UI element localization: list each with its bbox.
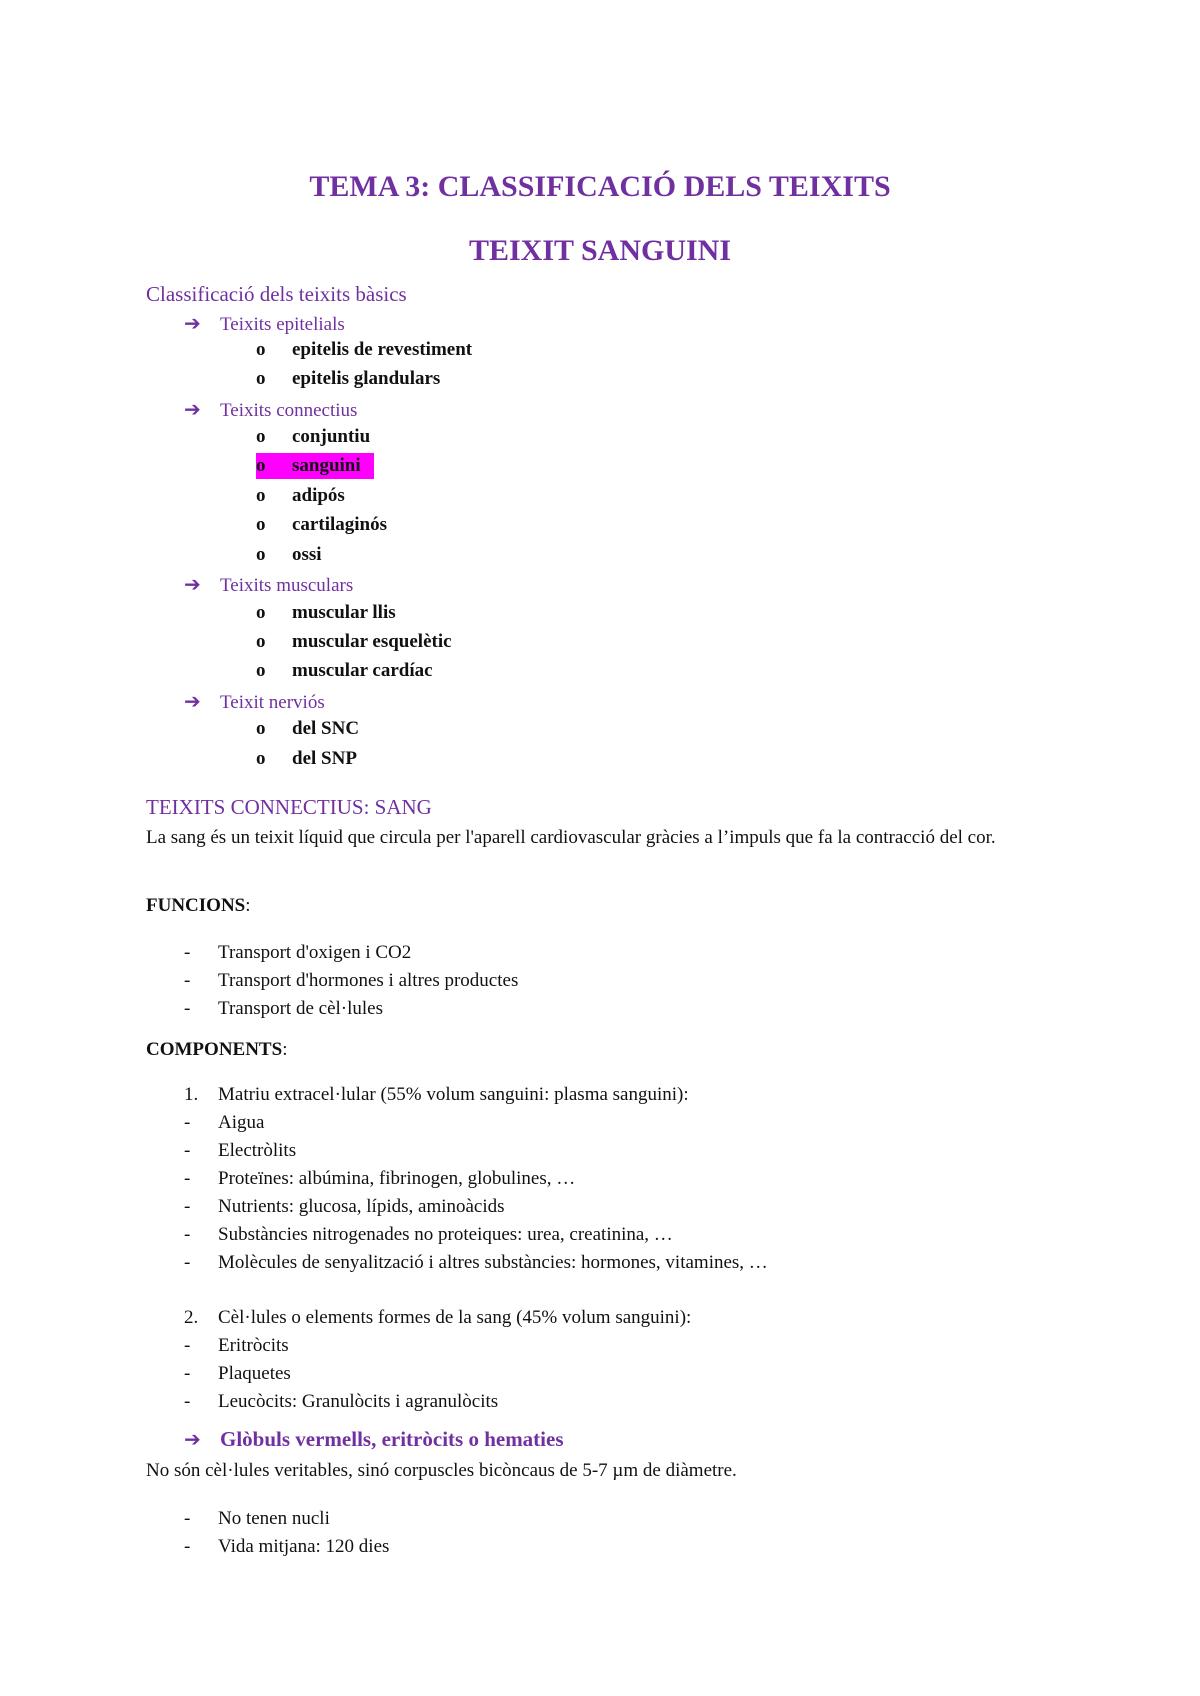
bullet-icon: o bbox=[256, 426, 266, 447]
dash-bullet: - bbox=[184, 1391, 191, 1412]
list-item bbox=[256, 453, 374, 479]
list-item bbox=[184, 1389, 498, 1415]
list-item-label: conjuntiu bbox=[292, 426, 371, 447]
bullet-icon: o bbox=[256, 718, 266, 739]
bullet-icon: o bbox=[256, 631, 266, 652]
list-item bbox=[256, 658, 433, 684]
list-item-label: Transport d'hormones i altres productes bbox=[218, 970, 519, 991]
list-item-label: sanguini bbox=[292, 455, 361, 476]
classification-group bbox=[184, 396, 357, 424]
dash-bullet: - bbox=[184, 1112, 191, 1133]
list-item bbox=[184, 1333, 289, 1359]
list-item-label: Transport d'oxigen i CO2 bbox=[218, 942, 412, 963]
list-item-label: Plaquetes bbox=[218, 1363, 291, 1384]
classification-group bbox=[184, 310, 345, 338]
list-item bbox=[184, 1138, 296, 1164]
list-item bbox=[184, 940, 411, 966]
list-item-label: epitelis glandulars bbox=[292, 368, 441, 389]
dash-bullet: - bbox=[184, 1335, 191, 1356]
sang-heading: TEIXITS CONNECTIUS: SANG bbox=[146, 795, 432, 819]
group-label: Teixits epitelials bbox=[220, 314, 345, 335]
list-item-label: muscular esquelètic bbox=[292, 631, 452, 652]
list-item-label: No tenen nucli bbox=[218, 1508, 330, 1529]
arrow-right-icon: ➔ bbox=[184, 572, 201, 596]
list-item-label: Nutrients: glucosa, lípids, aminoàcids bbox=[218, 1196, 505, 1217]
arrow-right-icon: ➔ bbox=[184, 1427, 201, 1451]
list-item bbox=[184, 968, 518, 994]
globuls-intro: No són cèl·lules veritables, sinó corpuscles bicòncaus de 5-7 µm de diàmetre. bbox=[146, 1460, 737, 1481]
list-item-label: del SNP bbox=[292, 748, 357, 769]
bullet-icon: o bbox=[256, 602, 266, 623]
list-item-label: Aigua bbox=[218, 1112, 265, 1133]
list-item bbox=[256, 600, 396, 626]
list-item bbox=[256, 629, 452, 655]
list-item bbox=[184, 1166, 575, 1192]
components-2-title: 2. Cèl·lules o elements formes de la sang (45% volum sanguini): bbox=[184, 1307, 692, 1328]
page-subtitle: TEIXIT SANGUINI bbox=[468, 234, 732, 267]
components-1-title: 1. Matriu extracel·lular (55% volum sanguini: plasma sanguini): bbox=[184, 1084, 689, 1105]
dash-bullet: - bbox=[184, 1536, 191, 1557]
list-item bbox=[184, 996, 383, 1022]
list-item-label: del SNC bbox=[292, 718, 360, 739]
funcions-label: FUNCIONS: bbox=[146, 895, 251, 916]
list-item bbox=[256, 366, 440, 392]
page-title: TEMA 3: CLASSIFICACIÓ DELS TEIXITS bbox=[309, 170, 891, 203]
dash-bullet: - bbox=[184, 1252, 191, 1273]
list-item-label: muscular llis bbox=[292, 602, 396, 623]
globuls-heading: ➔ Glòbuls vermells, eritròcits o hematies bbox=[184, 1427, 564, 1451]
bullet-icon: o bbox=[256, 485, 266, 506]
list-item bbox=[184, 1194, 505, 1220]
list-item-label: cartilaginós bbox=[292, 514, 387, 535]
group-label: Teixits musculars bbox=[220, 575, 354, 596]
list-item bbox=[184, 1534, 389, 1560]
list-item bbox=[256, 716, 359, 742]
list-item-label: muscular cardíac bbox=[292, 660, 433, 681]
bullet-icon: o bbox=[256, 455, 266, 476]
list-item bbox=[184, 1506, 330, 1532]
list-item bbox=[184, 1250, 768, 1276]
bullet-icon: o bbox=[256, 544, 266, 565]
list-item bbox=[256, 512, 387, 538]
list-item-label: Molècules de senyalització i altres substàncies: hormones, vitamines, … bbox=[218, 1252, 768, 1273]
dash-bullet: - bbox=[184, 1168, 191, 1189]
list-item bbox=[184, 1222, 673, 1248]
list-item bbox=[184, 1110, 264, 1136]
bullet-icon: o bbox=[256, 748, 266, 769]
list-item bbox=[256, 542, 322, 568]
dash-bullet: - bbox=[184, 1363, 191, 1384]
dash-bullet: - bbox=[184, 942, 191, 963]
classification-group bbox=[184, 571, 353, 599]
bullet-icon: o bbox=[256, 339, 266, 360]
dash-bullet: - bbox=[184, 1196, 191, 1217]
list-item bbox=[256, 746, 357, 772]
arrow-right-icon: ➔ bbox=[184, 311, 201, 335]
dash-bullet: - bbox=[184, 1508, 191, 1529]
list-item-label: Proteïnes: albúmina, fibrinogen, globulines, … bbox=[218, 1168, 576, 1189]
list-item-label: Vida mitjana: 120 dies bbox=[218, 1536, 390, 1557]
list-item-label: Eritròcits bbox=[218, 1335, 289, 1356]
bullet-icon: o bbox=[256, 368, 266, 389]
dash-bullet: - bbox=[184, 970, 191, 991]
dash-bullet: - bbox=[184, 1224, 191, 1245]
list-item-label: Substàncies nitrogenades no proteiques: urea, creatinina, … bbox=[218, 1224, 673, 1245]
list-item bbox=[256, 424, 370, 450]
list-item-label: epitelis de revestiment bbox=[292, 339, 473, 360]
dash-bullet: - bbox=[184, 998, 191, 1019]
list-item bbox=[184, 1361, 291, 1387]
list-item-label: Transport de cèl·lules bbox=[218, 998, 383, 1019]
dash-bullet: - bbox=[184, 1140, 191, 1161]
bullet-icon: o bbox=[256, 660, 266, 681]
list-item-label: ossi bbox=[292, 544, 322, 565]
classification-group bbox=[184, 688, 325, 716]
list-item bbox=[256, 483, 345, 509]
arrow-right-icon: ➔ bbox=[184, 689, 201, 713]
list-item bbox=[256, 337, 472, 363]
group-label: Teixits connectius bbox=[220, 400, 358, 421]
bullet-icon: o bbox=[256, 514, 266, 535]
list-item-label: adipós bbox=[292, 485, 345, 506]
group-label: Teixit nerviós bbox=[220, 692, 325, 713]
components-label: COMPONENTS: bbox=[146, 1039, 288, 1060]
arrow-right-icon: ➔ bbox=[184, 397, 201, 421]
sang-intro: La sang és un teixit líquid que circula per l'aparell cardiovascular gràcies a l’impuls que fa la contracció del cor. bbox=[146, 827, 996, 848]
classification-heading: Classificació dels teixits bàsics bbox=[146, 282, 407, 306]
list-item-label: Electròlits bbox=[218, 1140, 297, 1161]
list-item-label: Leucòcits: Granulòcits i agranulòcits bbox=[218, 1391, 499, 1412]
